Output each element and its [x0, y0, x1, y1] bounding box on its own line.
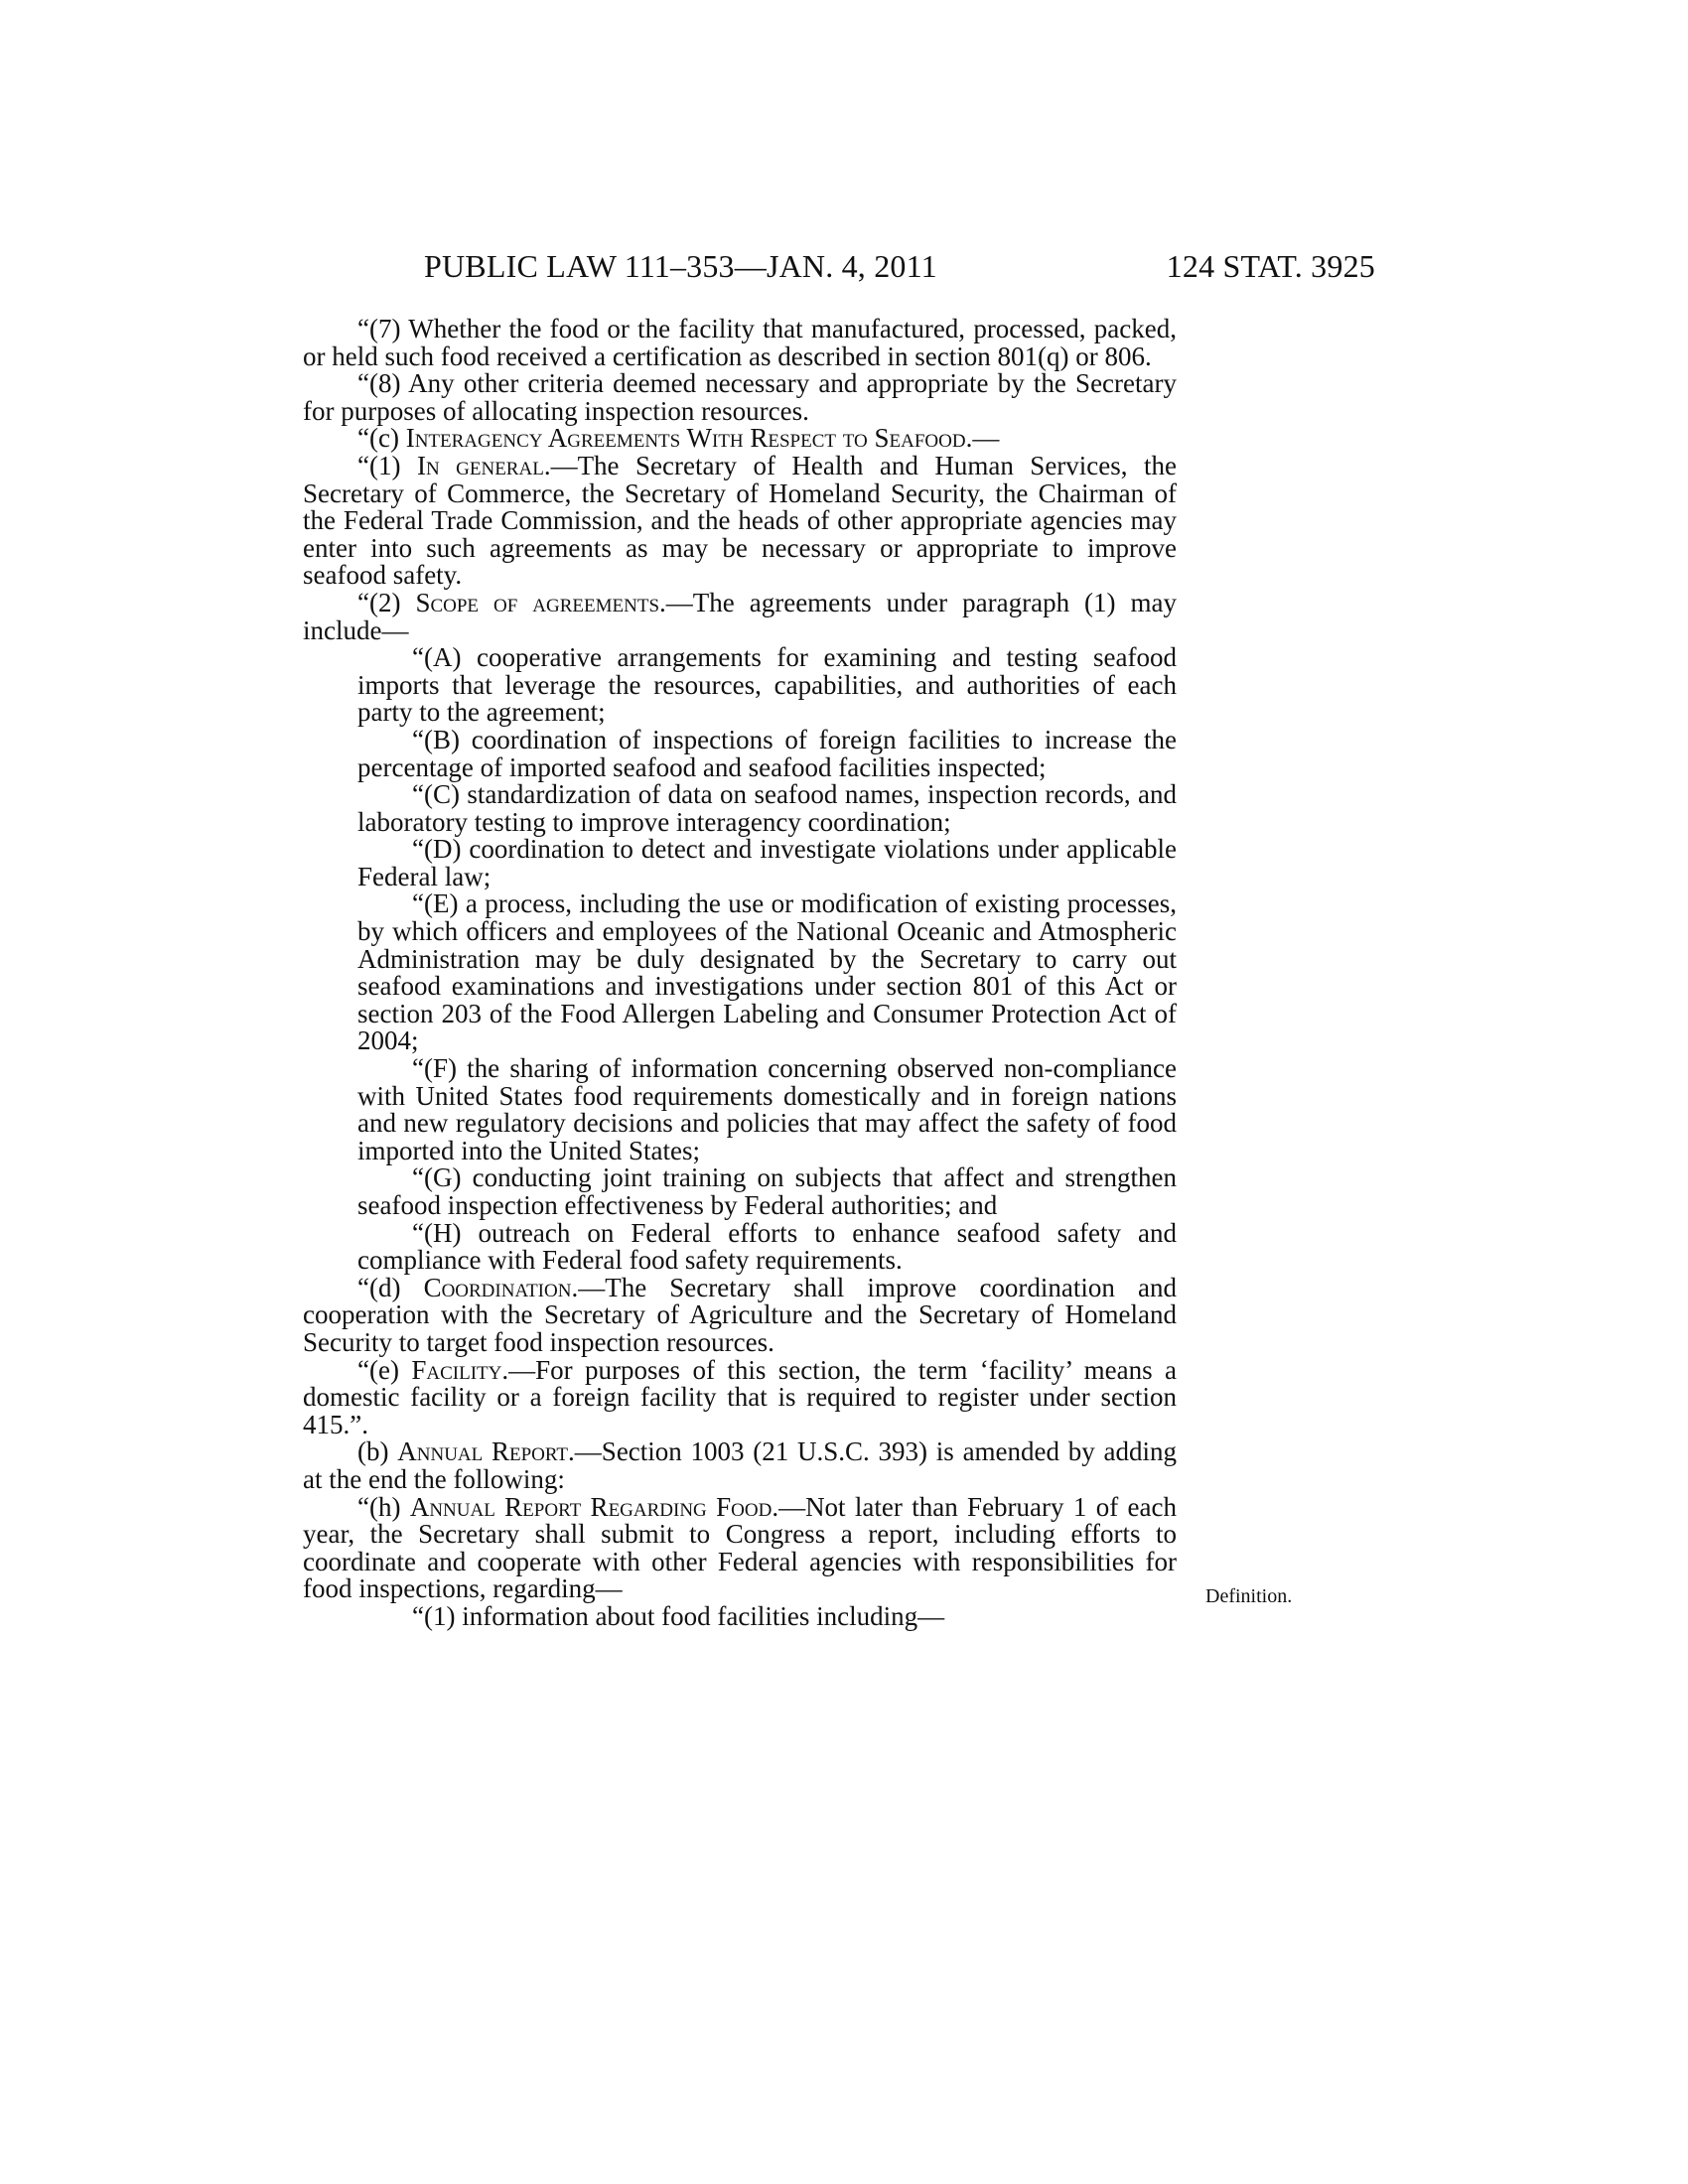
paragraph-c1-text: .—The Secretary of Health and Human Services, the Secretary of Commerce, the Secretary of Homeland Security, the Chairman of the Federal Trade Commission, and the heads of other appropriate agencies may enter into such agreements as may be necessary or appropriate to improve seafood safety. — [303, 450, 1177, 591]
subsection-h — [303, 1491, 1178, 1604]
clause-D: “(D) coordination to detect and investigate violations under applicable Federal law; — [357, 834, 1177, 891]
stat-citation: 124 STAT. 3925 — [1166, 248, 1375, 284]
subsection-c-title: Interagency Agreements With Respect to Seafood — [405, 423, 966, 454]
paragraph-c1 — [303, 450, 1177, 591]
paragraph-c2-title: Scope of agreements — [415, 587, 660, 617]
subsection-h-lead: “(h) — [357, 1491, 410, 1522]
subsection-d-title: Coordination — [423, 1272, 572, 1302]
paragraph-c1-lead: “(1) — [357, 450, 417, 480]
subsection-d-text: .—The Secretary shall improve coordination and cooperation with the Secretary of Agriculture and the Secretary of Homeland Security to target food inspection resources. — [303, 1272, 1177, 1357]
paragraph-c1-title: In general — [416, 450, 544, 480]
page-header — [303, 248, 1375, 298]
clause-E: “(E) a process, including the use or modification of existing processes, by which officers and employees of the National Oceanic and Atmospheric Administration may be duly designated by the Secretary to carry out seafood examinations and investigations under section 801 of this Act or section 203 of the Food Allergen Labeling and Consumer Protection Act of 2004; — [357, 888, 1177, 1056]
paragraph-c2-lead: “(2) — [357, 587, 416, 617]
subsection-b-title: Annual Report — [397, 1436, 569, 1467]
subsection-d — [303, 1272, 1177, 1357]
paragraph-h1: “(1) information about food facilities including— — [412, 1600, 945, 1631]
subsection-h-text: .—Not later than February 1 of each year, the Secretary shall submit to Congress a report, including efforts to coordinate and cooperate with other Federal agencies with responsibilities for food inspections, regarding— — [303, 1491, 1178, 1604]
paragraph-c2 — [303, 587, 1178, 645]
paragraph-c2-text: .—The agreements under paragraph (1) may include— — [303, 587, 1178, 645]
subsection-c-tail: .— — [965, 423, 1000, 454]
subsection-c-heading — [303, 425, 1177, 453]
subsection-d-lead: “(d) — [357, 1272, 424, 1302]
paragraph-8: “(8) Any other criteria deemed necessary and appropriate by the Secretary for purposes of allocating inspection resources. — [303, 368, 1177, 426]
subsection-e-title: Facility — [411, 1354, 502, 1385]
margin-note-definition: Definition. — [1205, 1585, 1293, 1607]
clause-G: “(G) conducting joint training on subjects that affect and strengthen seafood inspection effectiveness by Federal authorities; and — [357, 1162, 1177, 1220]
clause-B: “(B) coordination of inspections of foreign facilities to increase the percentage of imported seafood and seafood facilities inspected; — [357, 724, 1177, 782]
subsection-b — [303, 1438, 1177, 1493]
subsection-b-text: .—Section 1003 (21 U.S.C. 393) is amended by adding at the end the following: — [303, 1436, 1178, 1494]
subsection-e-text: .—For purposes of this section, the term ‘facility’ means a domestic facility or a foreign facility that is required to register under section 415.”. — [303, 1354, 1178, 1439]
subsection-b-lead: (b) — [357, 1436, 398, 1467]
clause-C: “(C) standardization of data on seafood names, inspection records, and laboratory testing to improve interagency coordination; — [357, 779, 1177, 837]
clause-A: “(A) cooperative arrangements for examining and testing seafood imports that leverage the resources, capabilities, and authorities of each party to the agreement; — [357, 642, 1177, 728]
document-body — [303, 316, 1177, 1631]
subsection-e-lead: “(e) — [357, 1354, 412, 1385]
clause-H: “(H) outreach on Federal efforts to enhance seafood safety and compliance with Federal food safety requirements. — [357, 1217, 1177, 1276]
law-title: PUBLIC LAW 111–353—JAN. 4, 2011 — [424, 248, 937, 284]
clause-F: “(F) the sharing of information concerning observed non-compliance with United States food requirements domestically and in foreign nations and new regulatory decisions and policies that may affect the safety of food imported into the United States; — [357, 1053, 1177, 1165]
subsection-e — [303, 1354, 1178, 1439]
paragraph-7: “(7) Whether the food or the facility that manufactured, processed, packed, or held such food received a certification as described in section 801(q) or 806. — [303, 314, 1177, 371]
subsection-c-lead: “(c) — [357, 423, 406, 454]
subsection-h-title: Annual Report Regarding Food — [409, 1491, 773, 1522]
